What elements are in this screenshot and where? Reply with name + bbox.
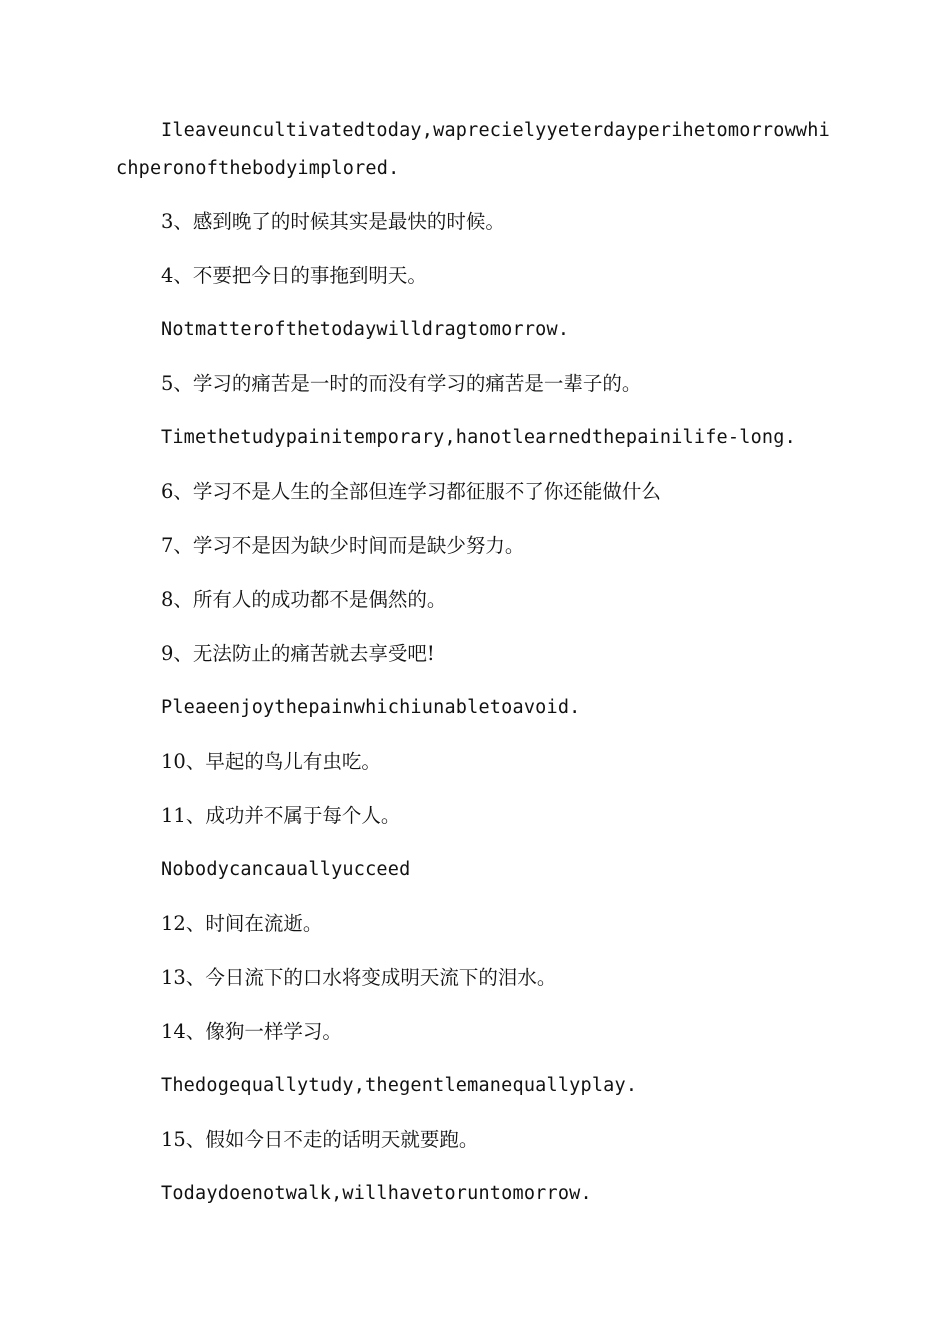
paragraph-14: Nobodycancauallyucceed (161, 859, 411, 880)
paragraph-3: 4、不要把今日的事拖到明天。 (161, 264, 427, 287)
paragraph-11: Pleaeenjoythepainwhichiunabletoavoid. (161, 697, 581, 718)
paragraph-17: 14、像狗一样学习。 (161, 1020, 342, 1043)
paragraph-9: 8、所有人的成功都不是偶然的。 (161, 588, 447, 611)
paragraph-13: 11、成功并不属于每个人。 (161, 804, 401, 827)
paragraph-8: 7、学习不是因为缺少时间而是缺少努力。 (161, 534, 525, 557)
paragraph-7: 6、学习不是人生的全部但连学习都征服不了你还能做什么 (161, 480, 661, 503)
paragraph-2: 3、感到晚了的时候其实是最快的时候。 (161, 210, 505, 233)
paragraph-12: 10、早起的鸟儿有虫吃。 (161, 750, 381, 773)
paragraph-4: Notmatterofthetodaywilldragtomorrow. (161, 319, 570, 340)
paragraph-1: Ileaveuncultivatedtoday,waprecielyyeterdayperihetomorrowwhichperonofthebodyimplored. (116, 120, 830, 179)
paragraph-20: Todaydoenotwalk,willhavetoruntomorrow. (161, 1183, 592, 1204)
paragraph-10: 9、无法防止的痛苦就去享受吧! (161, 642, 435, 665)
paragraph-18: Thedogequallytudy,thegentlemanequallyplay. (161, 1075, 638, 1096)
paragraph-6: Timethetudypainitemporary,hanotlearnedthepainilife-long. (161, 427, 796, 448)
paragraph-16: 13、今日流下的口水将变成明天流下的泪水。 (161, 966, 557, 989)
paragraph-5: 5、学习的痛苦是一时的而没有学习的痛苦是一辈子的。 (161, 372, 642, 395)
paragraph-19: 15、假如今日不走的话明天就要跑。 (161, 1128, 479, 1151)
paragraph-15: 12、时间在流逝。 (161, 912, 323, 935)
